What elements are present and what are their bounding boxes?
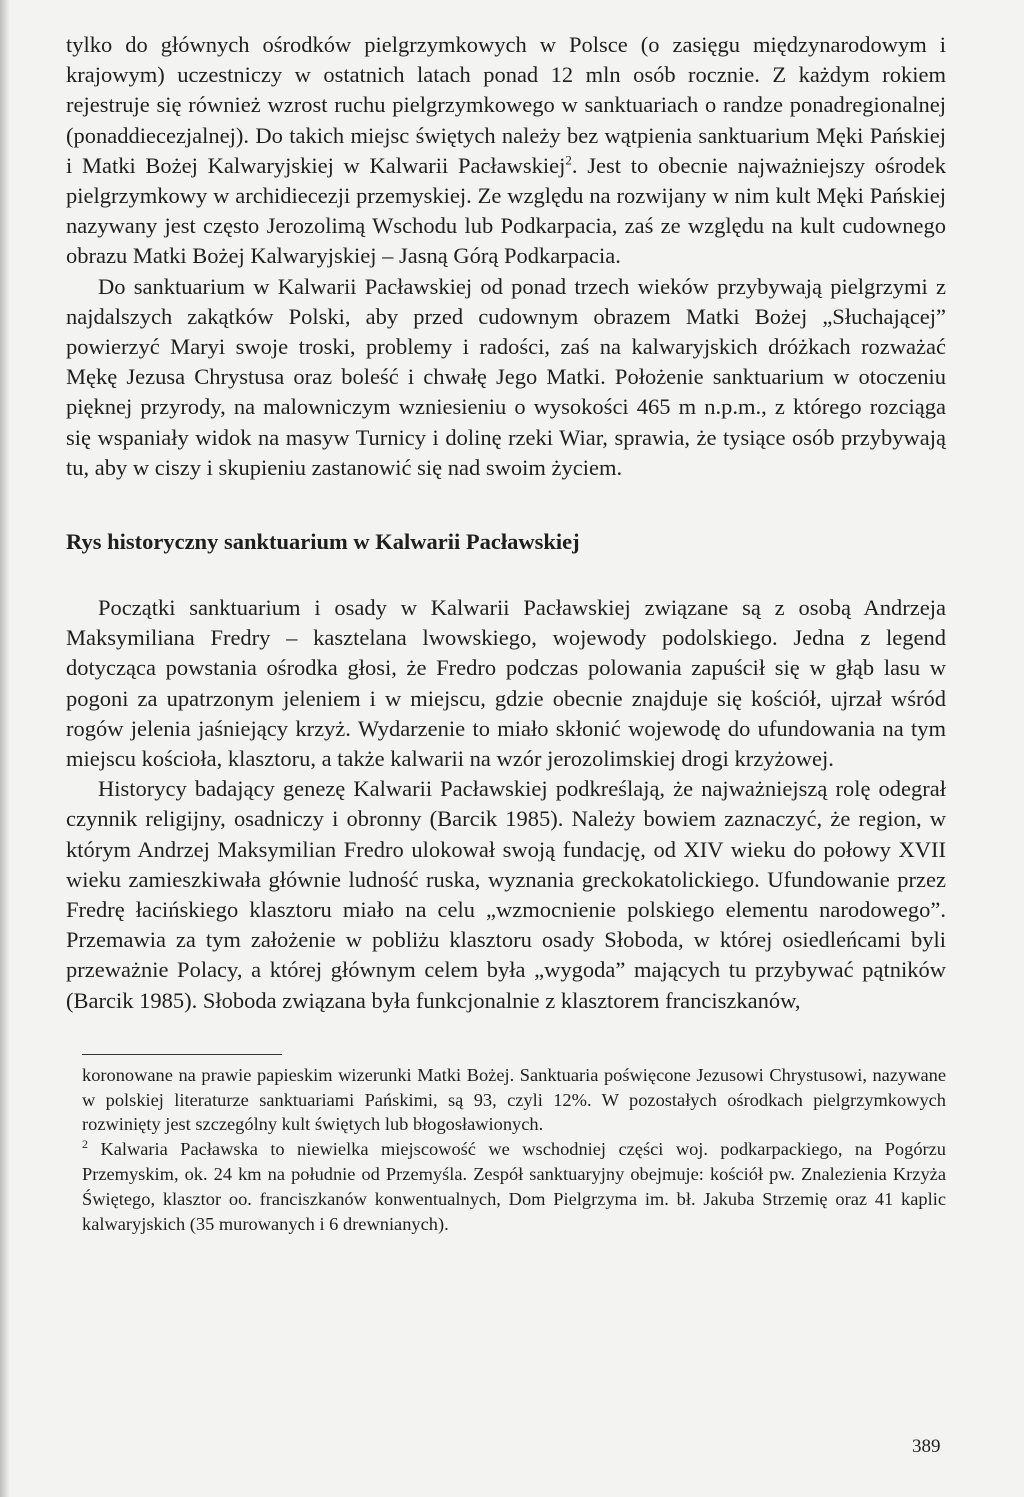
intro-text-start: tylko do głównych ośrodków pielgrzymkowych w Polsce (o zasięgu międzynarodowym i krajowym) uczestniczy w ostatnich latach ponad 12 mln osób rocznie. Z każdym rokiem rejestruje się również wzrost ruchu pielgrzymkowego w sanktuariach o randze ponadregionalnej (ponaddiecezjalnej). Do takich miejsc świętych należy bez wątpienia sanktuarium Męki Pańskiej i Matki Bożej Kalwaryjskiej w Kalwarii Pacławskiej — [66, 32, 946, 178]
section-heading: Rys historyczny sanktuarium w Kalwarii Pacławskiej — [66, 529, 580, 555]
pilgrims-paragraph: Do sanktuarium w Kalwarii Pacławskiej od ponad trzech wieków przybywają pielgrzymi z najdalszych zakątków Polski, aby przed cudownym obrazem Matki Bożej „Słuchającej” powierzyć Maryi swoje troski, problemy i radości, zaś na kalwaryjskich dróżkach rozważać Mękę Jezusa Chrystusa oraz boleść i chwałę Jego Matki. Położenie sanktuarium w otoczeniu pięknej przyrody, na malowniczym wzniesieniu o wysokości 465 m n.p.m., z którego rozciąga się wspaniały widok na masyw Turnicy i dolinę rzeki Wiar, sprawia, że tysiące osób przybywają tu, aby w ciszy i skupieniu zastanowić się nad swoim życiem. — [66, 273, 946, 480]
footnote-2 — [66, 1137, 946, 1236]
historians-paragraph: Historycy badający genezę Kalwarii Pacławskiej podkreślają, że najważniejszą rolę odegrał czynnik religijny, osadniczy i obronny (Barcik 1985). Należy bowiem zaznaczyć, że region, w którym Andrzej Maksymilian Fredro ulokował swoją fundację, od XIV wieku do połowy XVII wieku zamieszkiwała głównie ludność ruska, wyznania greckokatolickiego. Ufundowanie przez Fredrę łacińskiego klasztoru miało na celu „wzmocnienie polskiego elementu narodowego”. Przemawia za tym założenie w pobliżu klasztoru osady Słoboda, w której osiedleńcami byli przeważnie Polacy, a której głównym celem była „wygoda” mających tu przybywać pątników (Barcik 1985). Słoboda związana była funkcjonalnie z klasztorem franciszkanów, — [66, 776, 946, 1013]
footnote-continued: koronowane na prawie papieskim wizerunki Matki Bożej. Sanktuaria poświęcone Jezusowi Chrystusowi, nazywane w polskiej literaturze sanktuariami Pańskimi, są 93, czyli 12%. W pozostałych ośrodkach pielgrzymkowych rozwinięty jest szczególny kult świętych lub błogosławionych. — [82, 1064, 946, 1135]
scan-shadow-edge — [0, 0, 10, 1497]
footnote-separator — [82, 1054, 282, 1055]
footnote-2-text: Kalwaria Pacławska to niewielka miejscowość we wschodniej części woj. podkarpackiego, na Pogórzu Przemyskim, ok. 24 km na południe od Przemyśla. Zespół sanktuaryjny obejmuje: kościół pw. Znalezienia Krzyża Świętego, klasztor oo. franciszkanów konwentualnych, Dom Pielgrzyma im. bł. Jakuba Strzemię oraz 41 kaplic kalwaryjskich (35 murowanych i 6 drewnianych). — [82, 1139, 946, 1234]
origins-paragraph: Początki sanktuarium i osady w Kalwarii Pacławskiej związane są z osobą Andrzeja Maksymiliana Fredry – kasztelana lwowskiego, wojewody podolskiego. Jedna z legend dotycząca powstania ośrodka głosi, że Fredro podczas polowania zapuścił się w głąb lasu w pogoni za upatrzonym jeleniem i w miejscu, gdzie obecnie znajduje się kościół, ujrzał wśród rogów jelenia jaśniejący krzyż. Wydarzenie to miało skłonić wojewodę do ufundowania na tym miejscu kościoła, klasztoru, a także kalwarii na wzór jerozolimskiej drogi krzyżowej. — [66, 595, 946, 772]
footnote-2-number: 2 — [82, 1137, 88, 1152]
intro-paragraph — [66, 30, 946, 272]
intro-text-end: . Jest to obecnie najważniejszy ośrodek pielgrzymkowy w archidiecezji przemyskiej. Ze względu na rozwijany w nim kult Męki Pańskiej nazywany jest często Jerozolimą Wschodu lub Podkarpacia, zaś ze względu na kult cudownego obrazu Matki Bożej Kalwaryjskiej – Jasną Górą Podkarpacia. — [66, 152, 947, 269]
page-number: 389 — [912, 1436, 941, 1457]
footnote-ref-2[interactable]: 2 — [565, 152, 572, 168]
book-page — [66, 30, 946, 1236]
